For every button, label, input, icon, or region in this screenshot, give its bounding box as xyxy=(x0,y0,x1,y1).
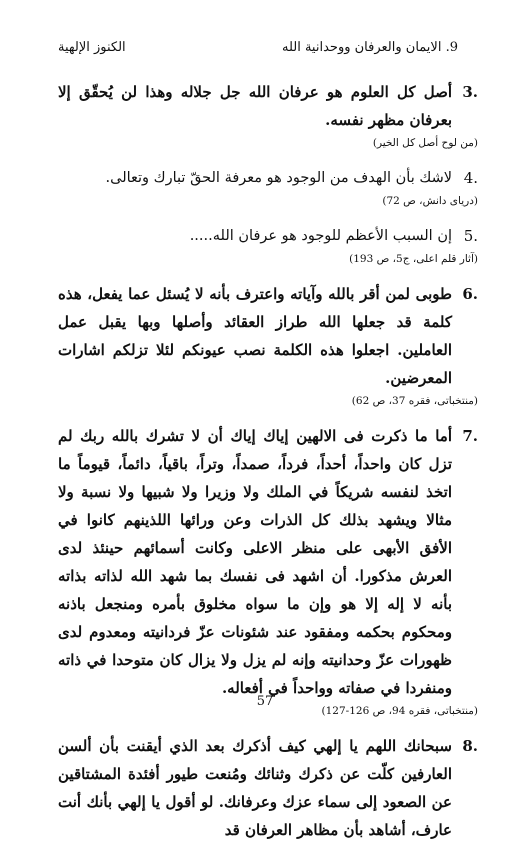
item-number: 8. xyxy=(462,737,478,755)
item-citation: (دريای دانش، ص 72) xyxy=(382,195,478,207)
item-number: 3. xyxy=(462,83,478,101)
item-citation: (آثار قلم اعلى، ج5، ص 193) xyxy=(349,253,478,265)
item-text: أما ما ذكرت فى الالهين إياك إياك أن لا تشرك بالله ربك لم تزل كان واحداً، أحداً، فرداً، صمداً، وتراً، باقياً، دائماً، قيوماً ما اتخذ لنفسه شريكاً في الملك ولا وزيرا ولا شبيها ولا نسبة ولا مثالا ويشهد بذلك كل الذرات وعن ورائها اللذينهم كانوا في الأفق الأبهى على منظر الاعلى وكانت أسمائهم حينئذ لدى العرش مذكورا. أن اشهد فى نفسك بما شهد الله لذاته بذاته بأنه لا إله إلا هو وإن ما سواه مخلوق بأمره ومنجعل باذنه ومحكوم بحكمه ومفقود عند شئونات عزّ فردانيته ومعدوم لدى ظهورات عزّ وحدانيته وإنه لم يزل ولا يزال كان متوحدا في ذاته ومنفردا في صفاته وواحداً في أفعاله. xyxy=(58,427,452,697)
item-number: 4. xyxy=(463,169,478,187)
item-number: 5. xyxy=(463,227,478,245)
quote-item-6 xyxy=(58,280,478,392)
item-citation: (منتخباتى، فقره 37، ص 62) xyxy=(351,395,478,407)
item-citation: (منتخباتى، فقره 94، ص 126-127) xyxy=(321,705,478,717)
item-citation: (من لوح أصل كل الخير) xyxy=(372,137,478,149)
item-text: إن السبب الأعظم للوجود هو عرفان الله..... xyxy=(189,228,452,244)
quote-item-3 xyxy=(58,78,478,134)
quote-item-4 xyxy=(58,164,478,192)
page-content xyxy=(58,78,478,844)
item-text: سبحانك اللهم يا إلهي كيف أذكرك بعد الذي أيقنت بأن ألسن العارفين كلّت عن ذكرك وثنائك ومُنعت طيور أفئدة المشتاقين عن الصعود إلى سماء عزك وعرفانك. لو أقول يا إلهي بأنك أنت عارف، أشاهد بأن مظاهر العرفان قد xyxy=(58,737,452,839)
item-number: 7. xyxy=(462,427,478,445)
quote-item-7 xyxy=(58,422,478,702)
quote-item-8 xyxy=(58,732,478,844)
section-title-header: 9. الایمان والعرفان ووحدانية الله xyxy=(281,40,458,55)
quote-item-5 xyxy=(58,222,478,250)
page-number: 57 xyxy=(256,694,274,709)
item-number: 6. xyxy=(462,285,478,303)
item-text: طوبى لمن أقر بالله وآياته واعترف بأنه لا يُسئل عما يفعل، هذه كلمة قد جعلها الله طراز العقائد وأصلها وبها يقبل عمل العاملين. اجعلوا هذه الكلمة نصب عيونكم لئلا تزلكم اشارات المعرضين. xyxy=(58,285,452,387)
item-text: أصل كل العلوم هو عرفان الله جل جلاله وهذا لن يُحقّق إلا بعرفان مظهر نفسه. xyxy=(58,83,452,129)
item-text: لاشك بأن الهدف من الوجود هو معرفة الحقّ تبارك وتعالى. xyxy=(105,170,452,186)
book-title-header: الكنوز الإلهية xyxy=(58,40,126,55)
